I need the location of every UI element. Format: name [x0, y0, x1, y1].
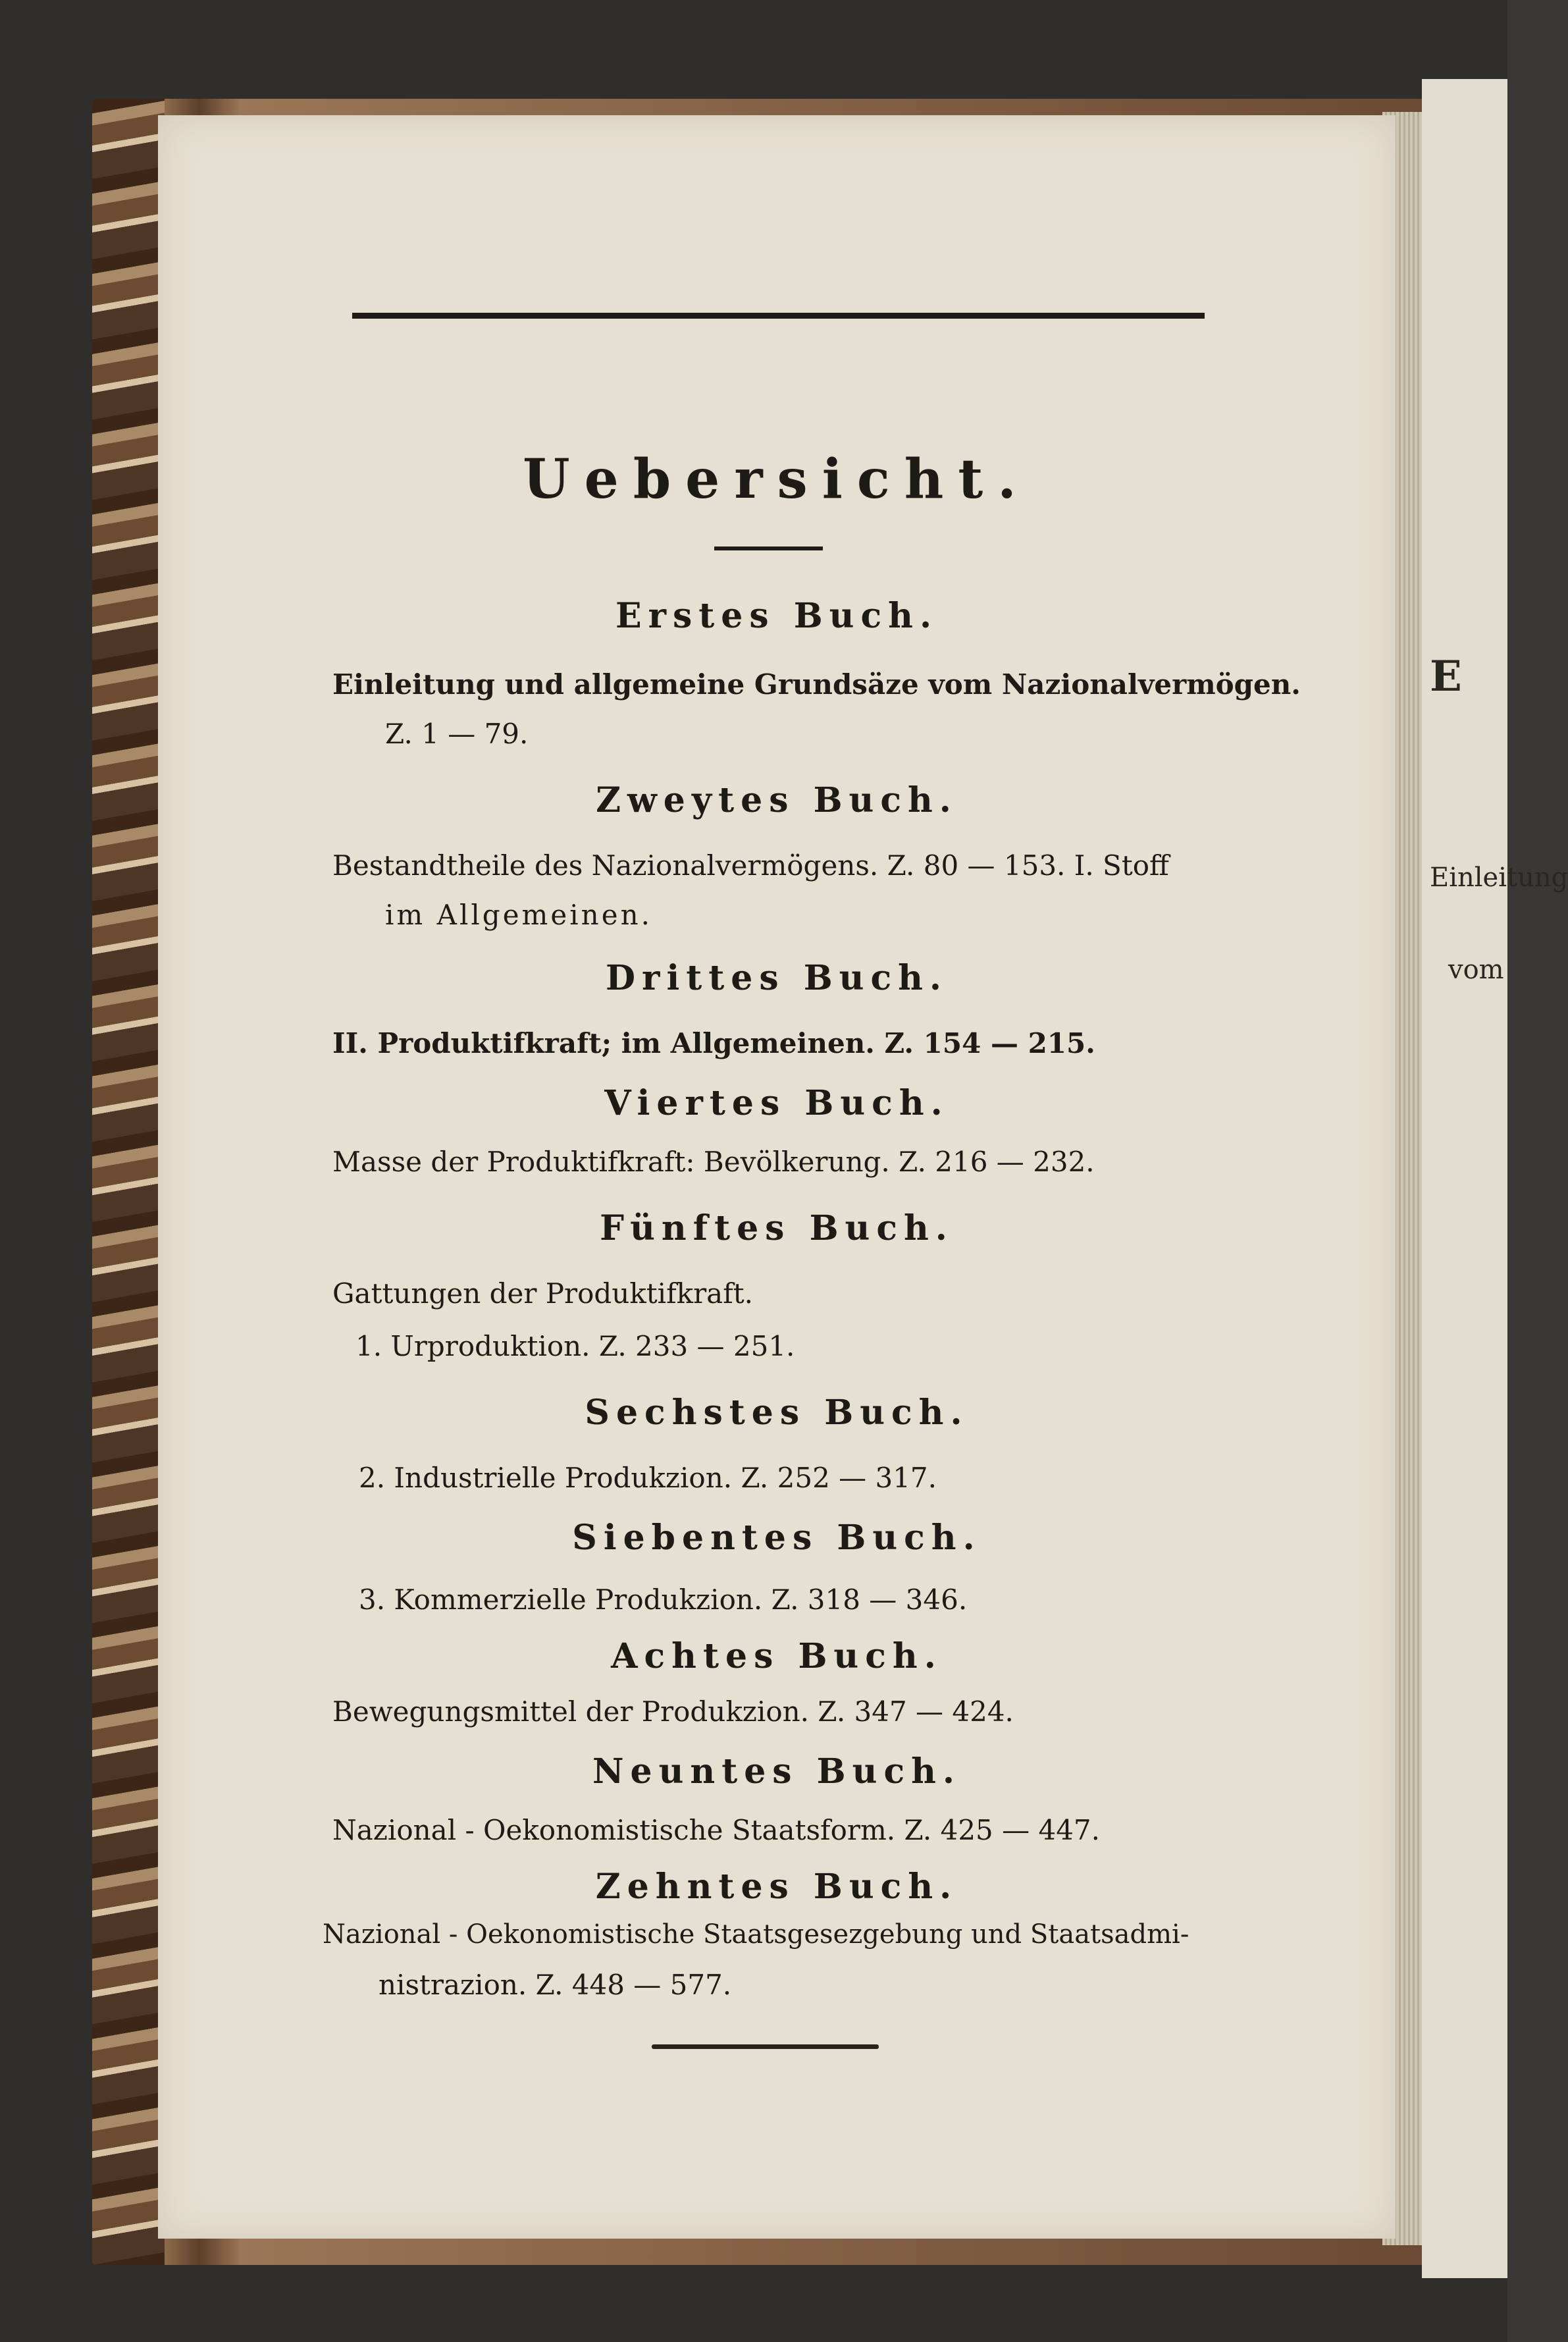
book-heading: Achtes Buch. — [611, 1636, 943, 1676]
book-heading: Zweytes Buch. — [596, 780, 958, 820]
book-heading: Erstes Buch. — [615, 596, 939, 636]
book-heading: Siebentes Buch. — [572, 1518, 981, 1558]
book-line: II. Produktifkraft; im Allgemeinen. Z. 154 — 215. — [332, 1027, 1095, 1059]
book-heading: Sechstes Buch. — [585, 1393, 969, 1433]
book-line: Nazional - Oekonomistische Staatsgesezgebung und Staatsadmi- — [323, 1919, 1189, 1950]
book-line: 2. Industrielle Produkzion. Z. 252 — 317. — [359, 1462, 937, 1494]
book-heading: Viertes Buch. — [604, 1083, 949, 1123]
book-heading: Zehntes Buch. — [595, 1867, 958, 1907]
facing-page — [1422, 79, 1568, 2278]
book-heading: Drittes Buch. — [605, 958, 949, 998]
book-line: Bewegungsmittel der Produkzion. Z. 347 — 424. — [332, 1695, 1014, 1728]
book-heading: Neuntes Buch. — [592, 1751, 962, 1792]
top-rule — [352, 313, 1205, 319]
marbled-binding — [92, 99, 165, 2265]
title-rule — [714, 546, 823, 550]
book-line: Nazional - Oekonomistische Staatsform. Z. 425 — 447. — [332, 1814, 1100, 1846]
book-line: nistrazion. Z. 448 — 577. — [379, 1969, 732, 2001]
book-heading: Fünftes Buch. — [600, 1208, 954, 1248]
book-line: 1. Urproduktion. Z. 233 — 251. — [355, 1330, 795, 1362]
bottom-rule — [652, 2044, 879, 2049]
book-line: Masse der Produktifkraft: Bevölkerung. Z. 216 — 232. — [332, 1146, 1095, 1178]
facing-fragment: Einleitung — [1430, 863, 1568, 893]
book-line: im Allgemeinen. — [385, 899, 652, 931]
page-title: Uebersicht. — [523, 448, 1031, 511]
book-line: Einleitung und allgemeine Grundsäze vom Nazionalvermögen. — [332, 668, 1301, 701]
page-content — [158, 115, 1396, 2239]
facing-fragment: E — [1430, 652, 1462, 701]
book-line: Bestandtheile des Nazionalvermögens. Z. 80 — 153. I. Stoff — [332, 849, 1169, 882]
book-line: Z. 1 — 79. — [385, 718, 529, 750]
facing-fragment: vom — [1448, 955, 1504, 985]
book-line: Gattungen der Produktifkraft. — [332, 1277, 753, 1310]
book-line: 3. Kommerzielle Produkzion. Z. 318 — 346. — [359, 1584, 968, 1616]
